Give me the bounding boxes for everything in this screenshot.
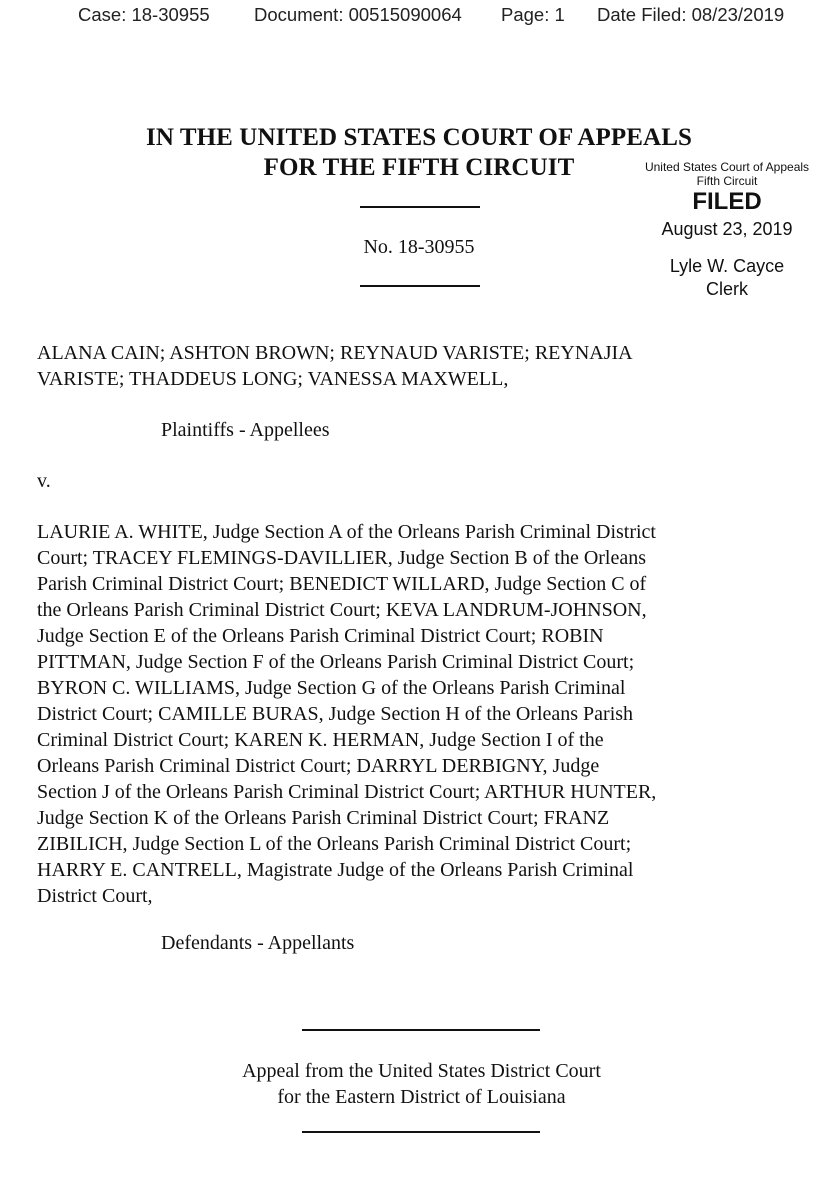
appeal-bottom-rule	[302, 1131, 540, 1133]
header-case-number: Case: 18-30955	[78, 4, 210, 25]
defendants-line: PITTMAN, Judge Section F of the Orleans Parish Criminal District Court;	[37, 651, 635, 673]
header-document-number: Document: 00515090064	[254, 4, 462, 25]
case-number: No. 18-30955	[363, 236, 475, 258]
stamp-filed-label: FILED	[692, 188, 762, 215]
versus-label: v.	[37, 470, 51, 492]
stamp-clerk-title: Clerk	[705, 279, 748, 299]
header-page-number: Page: 1	[501, 4, 565, 25]
stamp-court-line1: United States Court of Appeals	[644, 160, 810, 174]
defendants-line: ZIBILICH, Judge Section L of the Orleans Parish Criminal District Court;	[37, 833, 632, 855]
defendants-line: Section J of the Orleans Parish Criminal District Court; ARTHUR HUNTER,	[37, 781, 657, 803]
defendants-line: BYRON C. WILLIAMS, Judge Section G of the Orleans Parish Criminal	[37, 677, 626, 699]
appeal-top-rule	[302, 1029, 540, 1031]
plaintiffs-role: Plaintiffs - Appellees	[161, 419, 330, 441]
defendants-role: Defendants - Appellants	[161, 932, 355, 954]
defendants-line: Criminal District Court; KAREN K. HERMAN, Judge Section I of the	[37, 729, 604, 751]
court-title-line2: FOR THE FIFTH CIRCUIT	[263, 154, 575, 181]
plaintiffs-line: ALANA CAIN; ASHTON BROWN; REYNAUD VARISTE; REYNAJIA	[37, 342, 633, 364]
defendants-line: Orleans Parish Criminal District Court; DARRYL DERBIGNY, Judge	[37, 755, 600, 777]
header-date-filed: Date Filed: 08/23/2019	[597, 4, 785, 25]
defendants-line: Judge Section E of the Orleans Parish Criminal District Court; ROBIN	[37, 625, 604, 647]
defendants-line: District Court,	[37, 885, 153, 907]
case-number-bottom-rule	[360, 285, 480, 287]
stamp-court-line2: Fifth Circuit	[696, 174, 758, 188]
defendants-line: HARRY E. CANTRELL, Magistrate Judge of the Orleans Parish Criminal	[37, 859, 634, 881]
appeal-line2: for the Eastern District of Louisiana	[277, 1086, 566, 1108]
plaintiffs-line: VARISTE; THADDEUS LONG; VANESSA MAXWELL,	[37, 368, 509, 390]
stamp-clerk-name: Lyle W. Cayce	[669, 256, 785, 276]
stamp-filed-date: August 23, 2019	[661, 219, 793, 239]
defendants-line: Judge Section K of the Orleans Parish Criminal District Court; FRANZ	[37, 807, 610, 829]
case-number-top-rule	[360, 206, 480, 208]
court-title-line1: IN THE UNITED STATES COURT OF APPEALS	[145, 124, 692, 151]
defendants-line: Parish Criminal District Court; BENEDICT WILLARD, Judge Section C of	[37, 573, 647, 595]
appeal-line1: Appeal from the United States District Court	[242, 1060, 601, 1082]
defendants-line: Court; TRACEY FLEMINGS-DAVILLIER, Judge Section B of the Orleans	[37, 547, 647, 569]
defendants-line: LAURIE A. WHITE, Judge Section A of the Orleans Parish Criminal District	[37, 521, 656, 543]
defendants-line: District Court; CAMILLE BURAS, Judge Section H of the Orleans Parish	[37, 703, 634, 725]
defendants-line: the Orleans Parish Criminal District Court; KEVA LANDRUM-JOHNSON,	[37, 599, 647, 621]
